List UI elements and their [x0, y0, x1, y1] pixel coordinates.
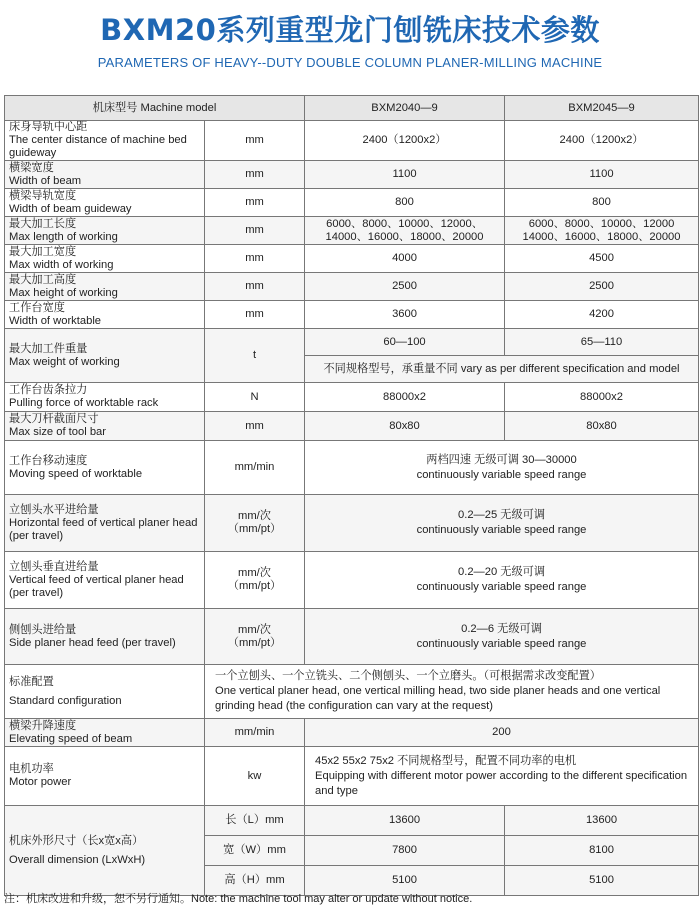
table-row — [5, 806, 699, 836]
param-value-2: 5100 — [505, 866, 699, 896]
table-row — [5, 441, 699, 495]
table-header-row — [5, 96, 699, 121]
page-title: BXM20系列重型龙门刨铣床技术参数 — [100, 13, 600, 47]
param-name: 横梁宽度 Width of beam — [5, 161, 205, 189]
param-unit: mm/min — [205, 441, 305, 495]
table-row — [5, 719, 699, 747]
param-value-1: 88000x2 — [305, 383, 505, 412]
param-value-1: 1100 — [305, 161, 505, 189]
param-value-2: 80x80 — [505, 412, 699, 441]
param-name: 立刨头水平进给量 Horizontal feed of vertical planer head (per travel) — [5, 495, 205, 552]
param-value-1: 5100 — [305, 866, 505, 896]
param-name: 工作台移动速度 Moving speed of worktable — [5, 441, 205, 495]
param-unit: N — [205, 383, 305, 412]
param-value-shared: 45x2 55x2 75x2 不同规格型号，配置不同功率的电机 Equipping with different motor power according to the different specification and type — [305, 747, 699, 806]
param-value-2: 1100 — [505, 161, 699, 189]
param-name: 最大刀杆截面尺寸 Max size of tool bar — [5, 412, 205, 441]
param-name: 床身导轨中心距 The center distance of machine bed guideway — [5, 121, 205, 161]
param-unit: mm — [205, 121, 305, 161]
param-name: 立刨头垂直进给量 Vertical feed of vertical planer head (per travel) — [5, 552, 205, 609]
param-value-2: 13600 — [505, 806, 699, 836]
param-name: 电机功率 Motor power — [5, 747, 205, 806]
table-row — [5, 273, 699, 301]
param-value-shared: 0.2—6 无级可调 continuously variable speed range — [305, 609, 699, 665]
dim-label: 长（L）mm — [205, 806, 305, 836]
table-row — [5, 383, 699, 412]
param-note: 不同规格型号，承重量不同 vary as per different specification and model — [305, 356, 699, 383]
spec-table — [4, 95, 699, 896]
param-unit: mm — [205, 245, 305, 273]
param-unit: mm — [205, 189, 305, 217]
param-value-1: 6000、8000、10000、12000、 14000、16000、18000、20000 — [305, 217, 505, 245]
table-row — [5, 301, 699, 329]
param-unit: mm/min — [205, 719, 305, 747]
dim-label: 高（H）mm — [205, 866, 305, 896]
table-row — [5, 217, 699, 245]
header-machine-model: 机床型号 Machine model — [5, 96, 305, 121]
param-name: 工作台宽度 Width of worktable — [5, 301, 205, 329]
param-unit: mm/次 （mm/pt） — [205, 552, 305, 609]
param-value-2: 65—110 — [505, 329, 699, 356]
param-value-2: 4200 — [505, 301, 699, 329]
param-unit: mm — [205, 301, 305, 329]
table-row — [5, 412, 699, 441]
table-row — [5, 189, 699, 217]
param-name: 最大加工长度 Max length of working — [5, 217, 205, 245]
param-unit: mm/次 （mm/pt） — [205, 495, 305, 552]
param-unit: t — [205, 329, 305, 383]
param-value-2: 2500 — [505, 273, 699, 301]
param-value-2: 4500 — [505, 245, 699, 273]
param-value-2: 8100 — [505, 836, 699, 866]
param-unit: mm/次 （mm/pt） — [205, 609, 305, 665]
header-model-1: BXM2040—9 — [305, 96, 505, 121]
param-value-shared: 200 — [305, 719, 699, 747]
param-name: 横梁升降速度 Elevating speed of beam — [5, 719, 205, 747]
param-value-1: 4000 — [305, 245, 505, 273]
table-row — [5, 161, 699, 189]
table-row — [5, 747, 699, 806]
dim-label: 宽（W）mm — [205, 836, 305, 866]
param-value-1: 2400（1200x2） — [305, 121, 505, 161]
param-value-shared: 0.2—20 无级可调 continuously variable speed range — [305, 552, 699, 609]
header-model-2: BXM2045—9 — [505, 96, 699, 121]
table-row — [5, 552, 699, 609]
param-value-1: 7800 — [305, 836, 505, 866]
param-name: 横梁导轨宽度 Width of beam guideway — [5, 189, 205, 217]
param-unit: mm — [205, 273, 305, 301]
table-row — [5, 609, 699, 665]
param-value-2: 800 — [505, 189, 699, 217]
param-value-1: 2500 — [305, 273, 505, 301]
param-value-2: 6000、8000、10000、12000 14000、16000、18000、20000 — [505, 217, 699, 245]
param-value-1: 800 — [305, 189, 505, 217]
table-row — [5, 665, 699, 719]
table-row — [5, 329, 699, 356]
table-row — [5, 245, 699, 273]
param-name: 侧刨头进给量 Side planer head feed (per travel) — [5, 609, 205, 665]
param-value-1: 60—100 — [305, 329, 505, 356]
param-unit: mm — [205, 412, 305, 441]
param-unit: kw — [205, 747, 305, 806]
param-unit: mm — [205, 161, 305, 189]
param-value-1: 13600 — [305, 806, 505, 836]
param-value-shared: 两档四速 无级可调 30—30000 continuously variable speed range — [305, 441, 699, 495]
param-name: 工作台齿条拉力 Pulling force of worktable rack — [5, 383, 205, 412]
param-value-2: 88000x2 — [505, 383, 699, 412]
footnote: 注：机床改进和升级，恕不另行通知。Note: the machine tool may alter or update without notice. — [4, 893, 473, 905]
param-name: 标准配置 Standard configuration — [5, 665, 205, 719]
param-name: 最大加工宽度 Max width of working — [5, 245, 205, 273]
param-name: 最大加工件重量 Max weight of working — [5, 329, 205, 383]
table-row — [5, 121, 699, 161]
param-value-shared: 0.2—25 无级可调 continuously variable speed range — [305, 495, 699, 552]
param-unit: mm — [205, 217, 305, 245]
param-value-shared: 一个立刨头、一个立铣头、二个侧刨头、一个立磨头。（可根据需求改变配置） One vertical planer head, one vertical milling head, two side planer heads and one vertical grinding head (the configuration can vary at the request) — [205, 665, 699, 719]
param-value-1: 80x80 — [305, 412, 505, 441]
param-name: 机床外形尺寸（长x宽x高） Overall dimension (LxWxH) — [5, 806, 205, 896]
page-subtitle: PARAMETERS OF HEAVY--DUTY DOUBLE COLUMN PLANER-MILLING MACHINE — [97, 55, 603, 70]
table-row — [5, 495, 699, 552]
param-value-1: 3600 — [305, 301, 505, 329]
param-name: 最大加工高度 Max height of working — [5, 273, 205, 301]
param-value-2: 2400（1200x2） — [505, 121, 699, 161]
